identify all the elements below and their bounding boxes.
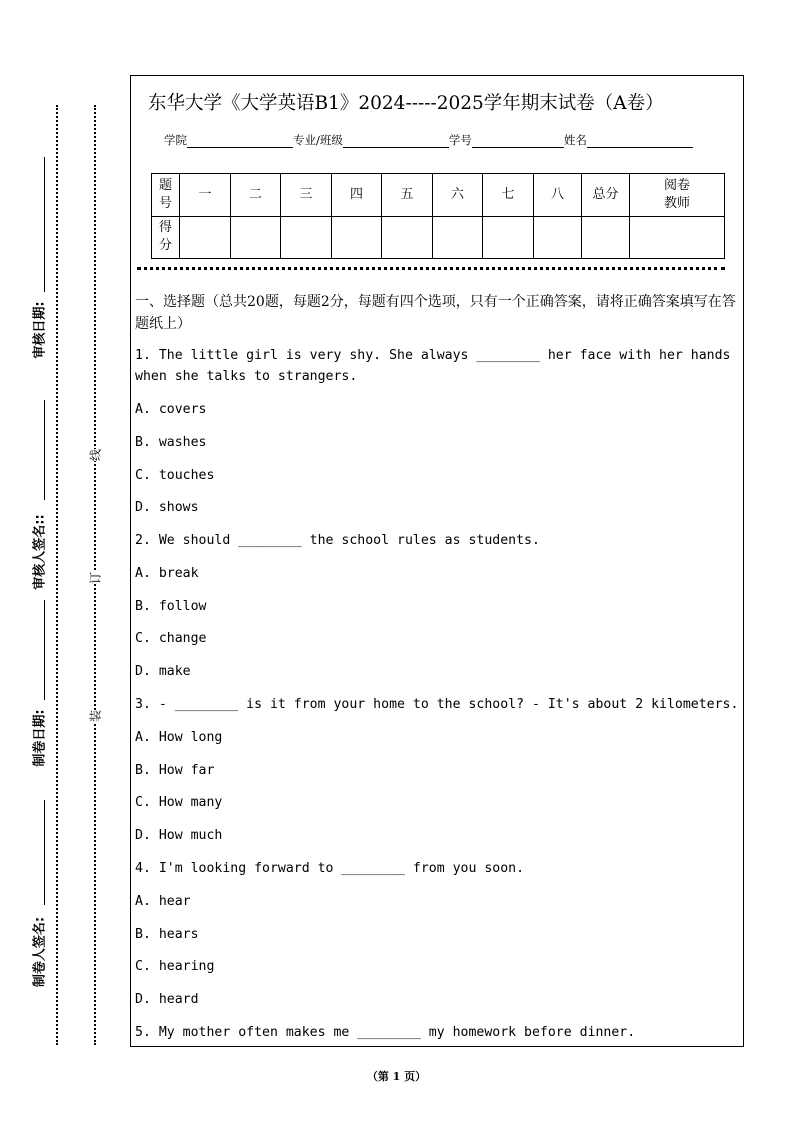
page-number: （第 1 页） [366,1070,427,1083]
question-1-option-b: B. washes [135,435,207,450]
question-3-option-a: A. How long [135,730,223,745]
grader-cell[interactable] [630,216,725,259]
name-field[interactable] [587,135,693,148]
score-cell[interactable] [180,216,231,259]
student-id-field[interactable] [472,135,564,148]
score-col-header: 三 [281,174,332,217]
question-3-option-d: D. How much [135,828,223,843]
student-info-row [164,132,693,148]
score-cell[interactable] [433,216,483,259]
question-stem-1: 1. The little girl is very shy. She always ________ her face with her hands when she talks to strangers. [135,348,731,384]
score-cell[interactable] [382,216,433,259]
prepare-date-blank [44,600,45,700]
score-col-header: 六 [433,174,483,217]
question-4-option-a: A. hear [135,894,191,909]
question-4-option-d: D. heard [135,992,199,1007]
score-cell[interactable] [534,216,582,259]
score-col-header: 八 [534,174,582,217]
question-2-option-b: B. follow [135,599,207,614]
question-1-option-c: C. touches [135,468,215,483]
question-4-option-c: C. hearing [135,959,215,974]
score-col-header: 五 [382,174,433,217]
college-field[interactable] [187,135,293,148]
question-stem-4: 4. I'm looking forward to ________ from you soon. [135,861,525,876]
reviewer-sign-blank [44,400,45,500]
score-row-label: 得分 [152,216,180,259]
question-2-option-c: C. change [135,631,207,646]
college-label: 学院 [164,133,187,147]
score-table-header-row [152,174,725,217]
question-1-option-a: A. covers [135,402,207,417]
score-cell[interactable] [281,216,332,259]
total-score-header: 总分 [582,174,630,217]
major-class-field[interactable] [343,135,449,148]
question-stem-3: 3. - ________ is it from your home to the school? - It's about 2 kilometers. [135,697,739,712]
preparer-sign-blank [44,800,45,905]
score-col-header: 七 [483,174,534,217]
exam-title: 东华大学《大学英语B1》2024-----2025学年期末试卷（A卷） [148,93,664,114]
question-1-option-d: D. shows [135,500,199,515]
question-2-option-a: A. break [135,566,199,581]
major-class-label: 专业/班级 [293,133,343,147]
question-number-label: 题号 [152,174,180,217]
score-col-header: 四 [332,174,382,217]
score-table-score-row [152,216,725,259]
grader-header: 阅卷教师 [630,174,725,217]
question-2-option-d: D. make [135,664,191,679]
name-label: 姓名 [563,133,587,147]
question-stem-2: 2. We should ________ the school rules as students. [135,533,540,548]
student-id-label: 学号 [448,133,472,147]
section-instruction: 一、选择题（总共20题，每题2分，每题有四个选项，只有一个正确答案，请将正确答案填写在答题纸上） [135,294,736,332]
score-col-header: 一 [180,174,231,217]
score-col-header: 二 [231,174,281,217]
question-3-option-b: B. How far [135,763,215,778]
question-4-option-b: B. hears [135,927,199,942]
score-cell[interactable] [483,216,534,259]
score-cell[interactable] [231,216,281,259]
question-stem-5: 5. My mother often makes me ________ my homework before dinner. [135,1025,636,1040]
question-3-option-c: C. How many [135,795,223,810]
score-table [151,173,725,259]
score-cell[interactable] [332,216,382,259]
total-score-cell[interactable] [582,216,630,259]
section-separator [137,267,725,270]
review-date-blank [44,157,45,292]
binding-dotted-line-outer [56,105,58,1045]
